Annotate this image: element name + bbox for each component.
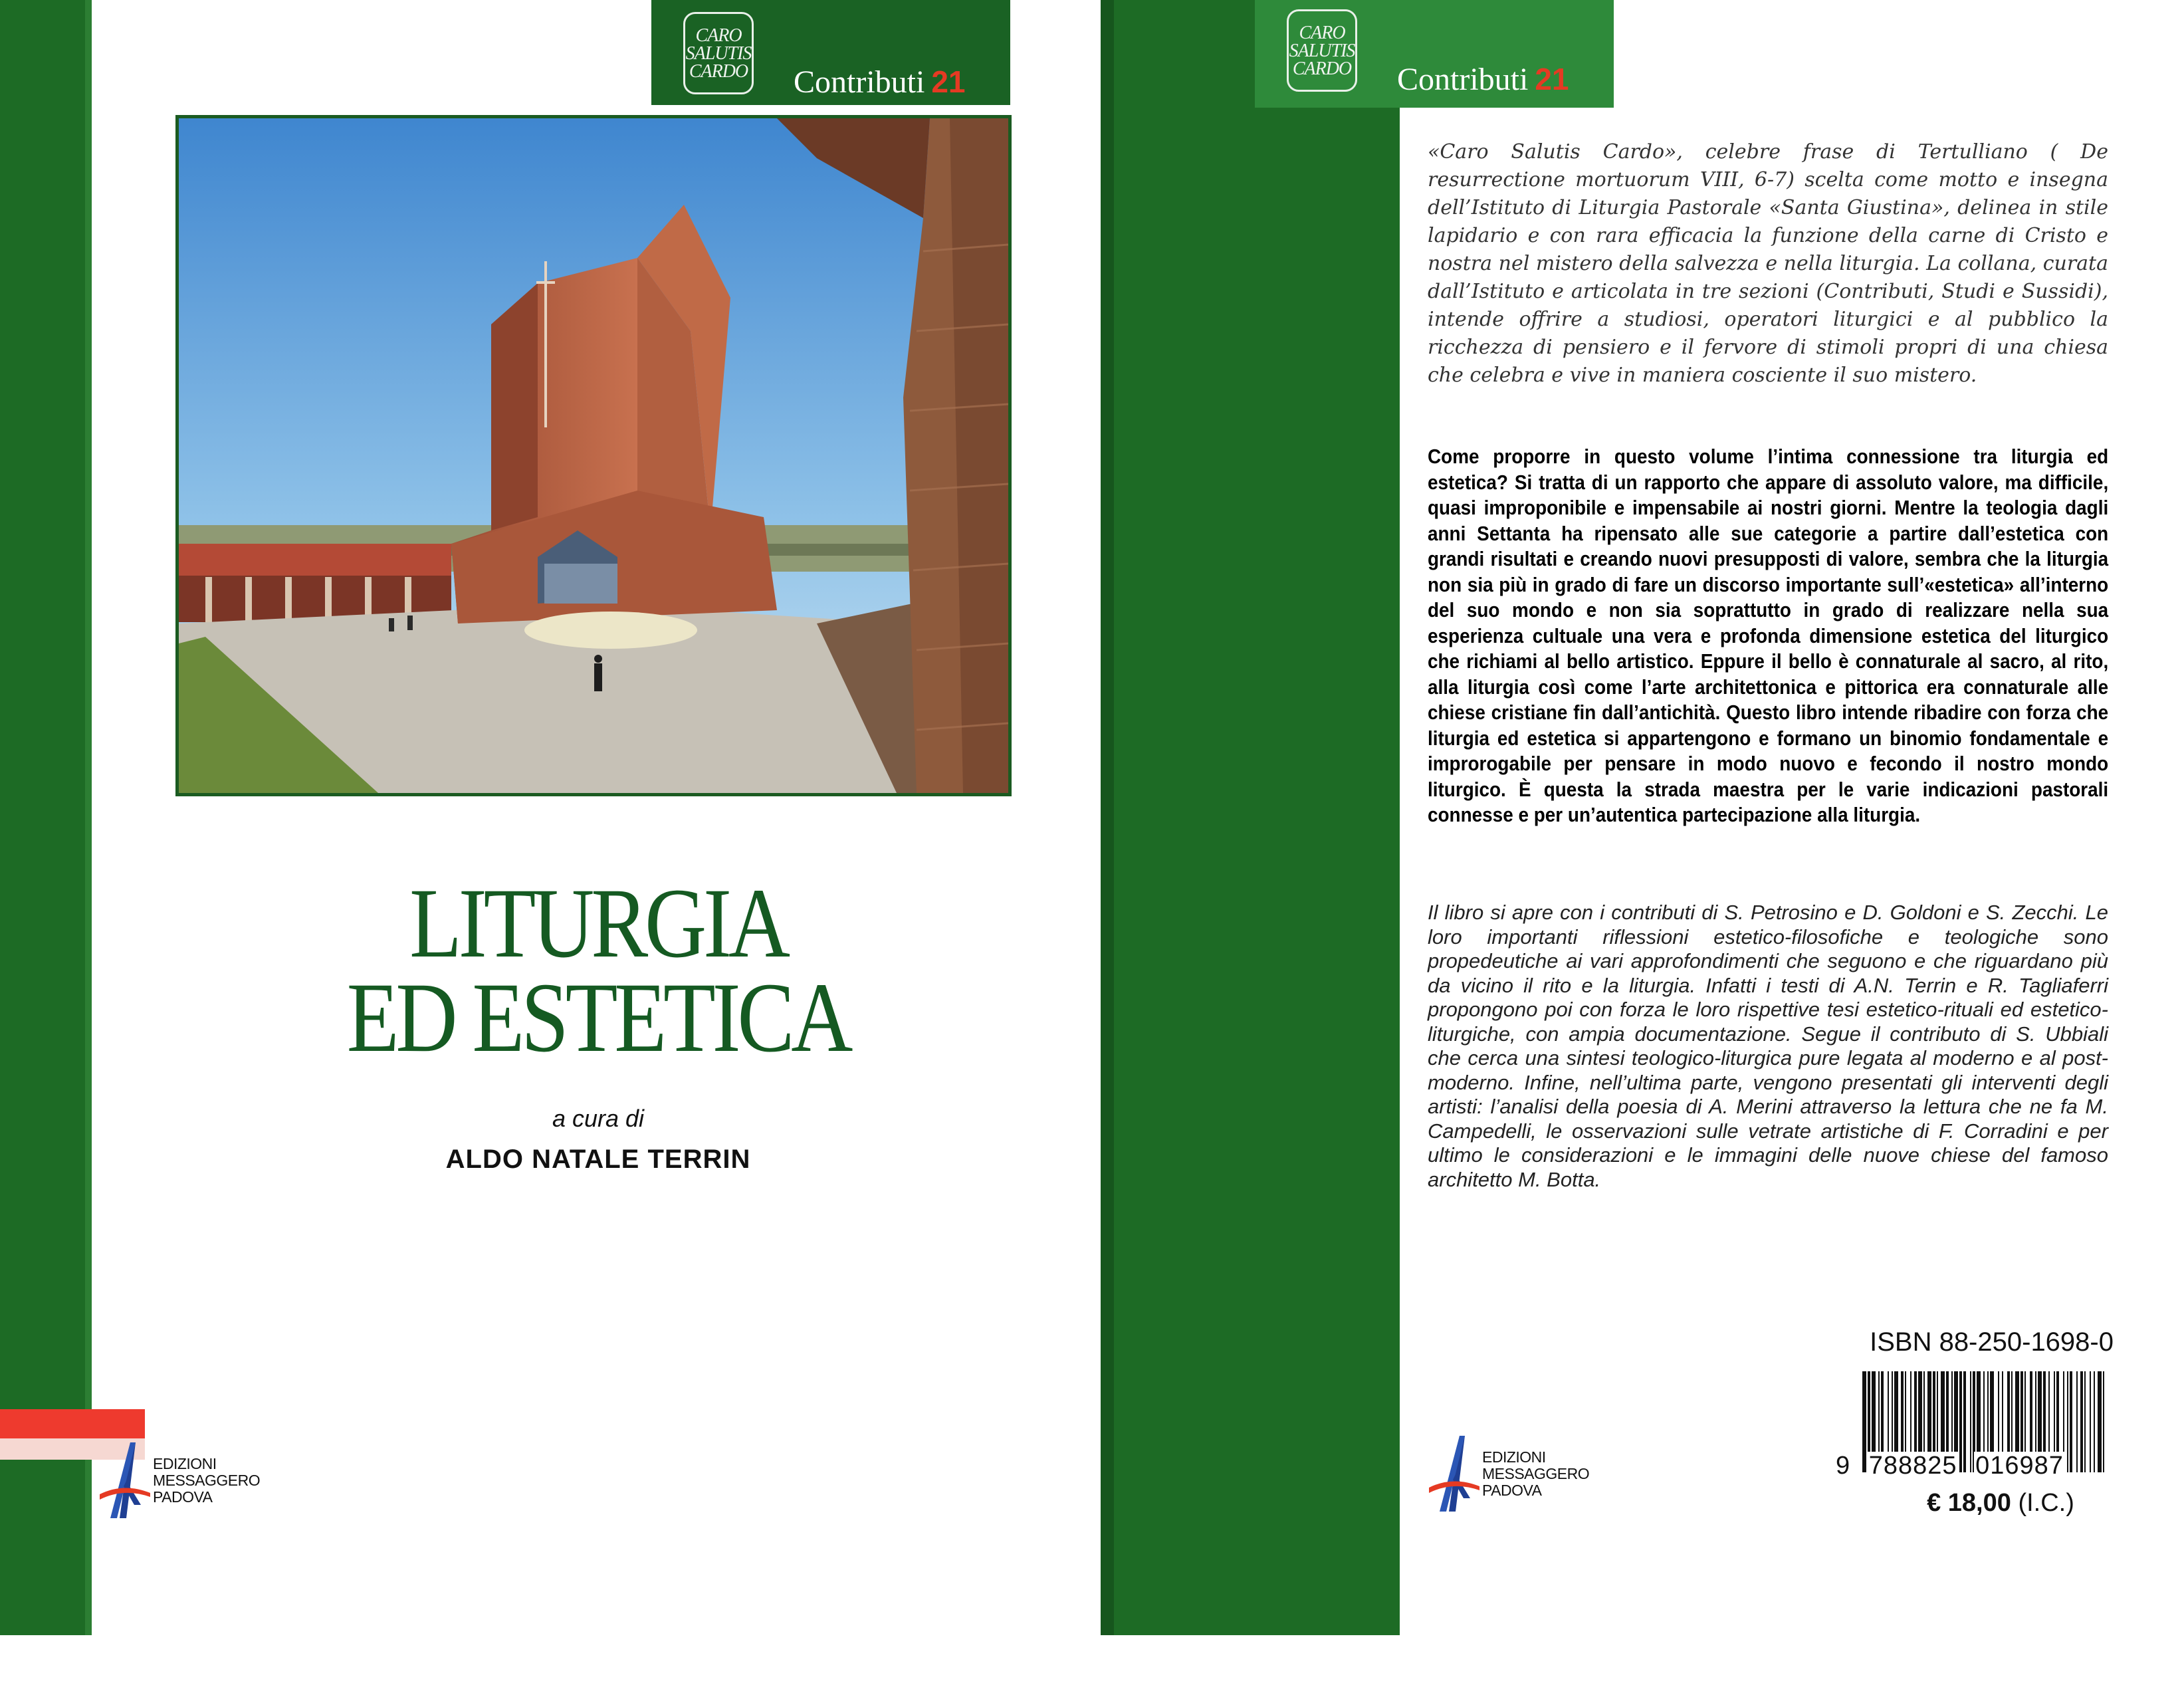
red-accent-strip xyxy=(0,1409,145,1438)
series-number: 21 xyxy=(1535,62,1569,96)
contents-overview: Il libro si apre con i contributi di S. Petrosino e D. Goldoni e S. Zecchi. Le loro importanti riflessioni estetico-filosofiche e teologiche sono propedeutiche ai vari approfondimenti che seguono e che riguardano più da vicino il rito e la liturgia. Infatti i testi di A.N. Terrin e R. Tagliaferri propongono poi con forza le loro rispettive tesi estetico-rituali ed estetico-liturgiche, con ampia documentazione. Segue il contributo di S. Ubbiali che cerca una sintesi teologico-liturgica pure legata al moderno e al post-moderno. Infine, nell’ultima parte, vengono presentati gli interventi degli artisti: l’analisi della poesia di A. Merini attraverso la lettura che ne fa M. Campedelli, le osservazioni sulle vetrate artistiche di F. Corradini e per ultimo le considerazioni e le immagini delle nuove chiese del famoso architetto M. Botta. xyxy=(1428,901,2108,1191)
series-label-text: Contributi xyxy=(794,64,925,100)
front-series-header xyxy=(651,0,1010,105)
book-title xyxy=(301,868,895,1073)
cover-photo xyxy=(175,115,1012,796)
front-spine-band xyxy=(0,0,92,1635)
isbn-number: ISBN 88-250-1698-0 xyxy=(1870,1327,2114,1357)
series-motto-logo xyxy=(1287,9,1357,92)
publisher-name xyxy=(1482,1449,1589,1499)
publisher-line: PADOVA xyxy=(1482,1481,1542,1499)
series-motto-line: CARO xyxy=(695,25,742,46)
price-label xyxy=(1901,1489,2100,1518)
series-motto-logo xyxy=(683,12,754,94)
back-series-header xyxy=(1255,0,1614,108)
series-motto-line: CARDO xyxy=(689,60,748,82)
messaggero-logo-icon xyxy=(97,1441,152,1520)
publisher-block-back xyxy=(1426,1434,1589,1513)
book-title-line1: LITURGIA xyxy=(409,868,787,978)
book-title-line2: ED ESTETICA xyxy=(346,962,850,1073)
publisher-line: PADOVA xyxy=(153,1488,213,1506)
series-motto-line: CARO xyxy=(1299,22,1345,43)
publisher-line: MESSAGGERO xyxy=(153,1471,261,1489)
series-motto-line: SALUTIS xyxy=(685,43,752,64)
back-spine-band xyxy=(1101,0,1400,1635)
editor-prefix: a cura di xyxy=(552,1105,645,1132)
publisher-block-front xyxy=(97,1441,260,1520)
publisher-line: MESSAGGERO xyxy=(1482,1464,1590,1482)
series-label-text: Contributi xyxy=(1397,62,1529,97)
price-note: (I.C.) xyxy=(2018,1489,2074,1517)
editor-name: ALDO NATALE TERRIN xyxy=(445,1145,751,1174)
series-label xyxy=(794,64,966,100)
publisher-name xyxy=(153,1456,260,1506)
barcode-digit-group: 9 xyxy=(1836,1452,1851,1480)
series-motto-line: SALUTIS xyxy=(1289,40,1355,61)
series-number: 21 xyxy=(931,64,966,99)
barcode-digit-group: 788825 xyxy=(1868,1452,1957,1480)
series-description: «Caro Salutis Cardo», celebre frase di Tertulliano ( De resurrectione mortuorum VIII, 6-7) scelta come motto e insegna dell’Istituto di Liturgia Pastorale «Santa Giustina», delinea in stile lapidario e con rara efficacia la funzione della carne di Cristo e nostra nel mistero della salvezza e nella liturgia. La collana, curata dall’Istituto e articolata in tre sezioni (Contributi, Studi e Sussidi), intende offrire a studiosi, operatori liturgici e al pubblico la ricchezza di pensiero e il fervore di stimoli propri di una chiesa che celebra e vive in maniera cosciente il suo mistero. xyxy=(1428,140,2108,387)
publisher-line: EDIZIONI xyxy=(1482,1448,1546,1466)
series-label xyxy=(1397,61,1569,98)
publisher-line: EDIZIONI xyxy=(153,1454,217,1472)
barcode-digits xyxy=(1834,1452,2114,1480)
series-motto-line: CARDO xyxy=(1292,58,1352,79)
price-amount: € 18,00 xyxy=(1927,1489,2011,1517)
church-photo-icon xyxy=(179,118,1008,793)
book-summary: Come proporre in questo volume l’intima connessione tra liturgia ed estetica? Si tratta di un rapporto che appare di assoluto valore, ma difficile, quasi improponibile e impensabile ai nostri giorni. Mentre la teologia dagli anni Settanta ha ripensato alle sue categorie a partire dall’estetica con grandi risultati e creando nuovi presupposti di valore, sembra che la liturgia non sia più in grado di fare un discorso importante sull’«estetica» all’interno del suo mondo e non sia soprattutto in grado di realizzare nella sua esperienza cultuale una vera e profonda dimensione estetica del liturgico che richiami al bello artistico. Eppure il bello è connaturale al sacro, al rito, alla liturgia così come l’arte architettonica e pittorica era connaturale alle chiese cristiane fin dall’antichità. Questo libro intende ribadire con forza che liturgia ed estetica si appartengono e formano un binomio fondamentale e improrogabile per pensare in modo nuovo e fecondo il nostro mondo liturgico. È questa la strada maestra per le varie indicazioni pastorali connesse e per un’autentica partecipazione alla liturgia. xyxy=(1428,445,2109,826)
messaggero-logo-icon xyxy=(1426,1434,1481,1513)
barcode-digit-group: 016987 xyxy=(1975,1452,2064,1480)
